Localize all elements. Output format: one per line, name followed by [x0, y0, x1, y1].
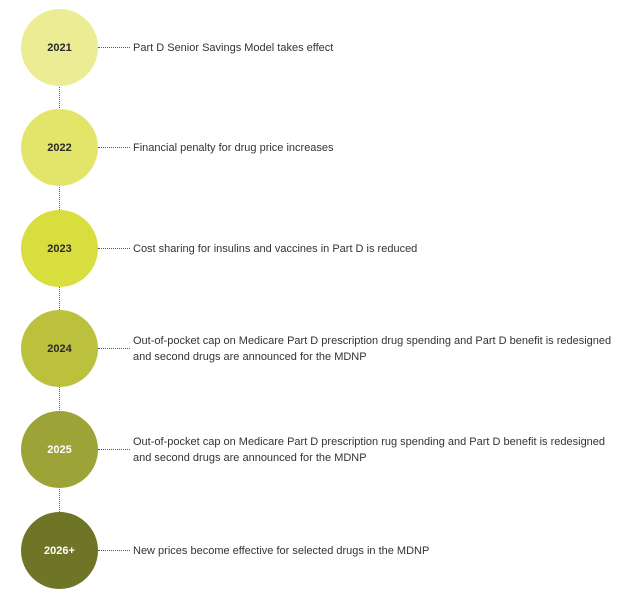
year-circle-2026-plus: 2026+ — [21, 512, 98, 589]
milestone-description: Financial penalty for drug price increases — [133, 142, 334, 154]
milestone-2026-plus — [0, 512, 631, 590]
year-circle-2024: 2024 — [21, 310, 98, 387]
connector-line — [98, 348, 130, 349]
milestone-2021 — [0, 9, 631, 87]
milestone-2023 — [0, 210, 631, 288]
milestone-description: Cost sharing for insulins and vaccines in Part D is reduced — [133, 243, 418, 255]
year-circle-2022: 2022 — [21, 109, 98, 186]
year-circle-2025: 2025 — [21, 411, 98, 488]
year-circle-2021: 2021 — [21, 9, 98, 86]
milestone-2024 — [0, 310, 631, 388]
milestone-description: Out-of-pocket cap on Medicare Part D prescription drug spending and Part D benefit is redesigned and second drugs are announced for the MDNP — [133, 335, 612, 363]
connector-line — [98, 47, 130, 48]
milestone-description: Out-of-pocket cap on Medicare Part D prescription rug spending and Part D benefit is redesigned and second drugs are announced for the MDNP — [133, 436, 606, 464]
connector-line — [98, 449, 130, 450]
milestone-2022 — [0, 109, 631, 187]
year-circle-2023: 2023 — [21, 210, 98, 287]
connector-line — [98, 147, 130, 148]
milestone-description: New prices become effective for selected drugs in the MDNP — [133, 545, 430, 557]
connector-line — [98, 550, 130, 551]
connector-line — [98, 248, 130, 249]
milestone-2025 — [0, 411, 631, 489]
milestone-description: Part D Senior Savings Model takes effect — [133, 42, 334, 54]
